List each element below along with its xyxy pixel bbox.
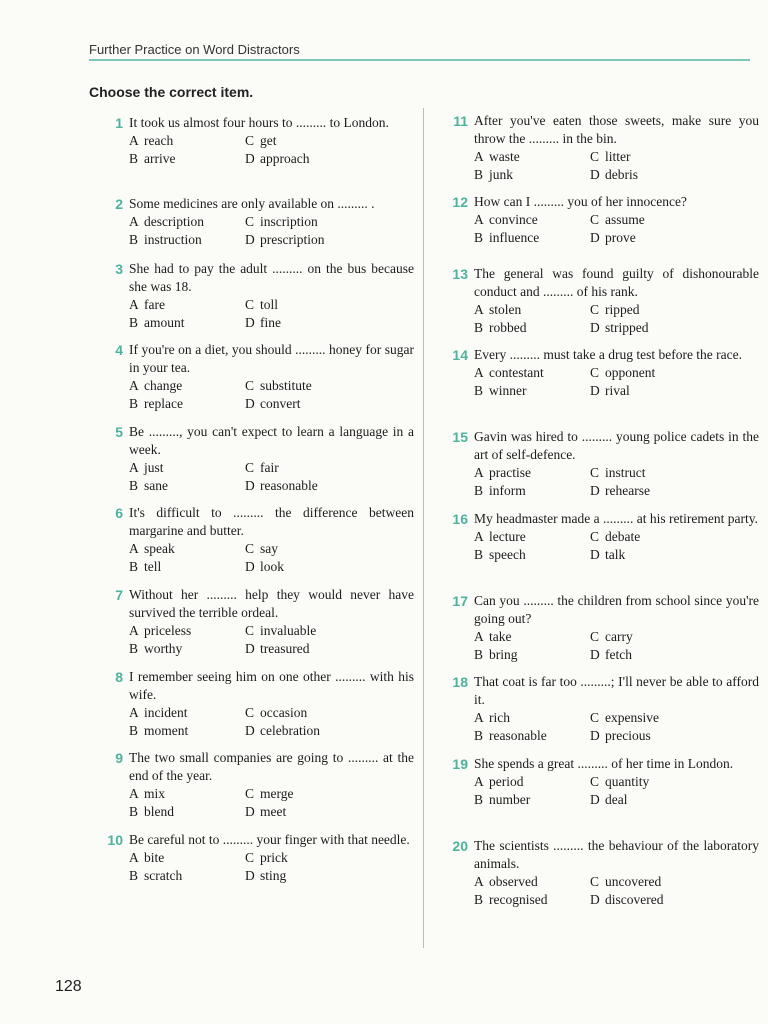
- question-text: That coat is far too .........; I'll never be able to afford it.: [474, 674, 759, 707]
- option-d-text: debris: [605, 167, 638, 182]
- question-number: 20: [452, 838, 468, 854]
- option-b[interactable]: B winner: [474, 383, 527, 398]
- option-c-text: expensive: [605, 710, 659, 725]
- option-b-text: winner: [489, 383, 527, 398]
- option-d[interactable]: D fine: [245, 315, 281, 330]
- question-number: 2: [115, 196, 123, 212]
- question-item: [115, 260, 414, 332]
- option-c[interactable]: C fair: [245, 460, 279, 475]
- answer-options: [129, 296, 414, 332]
- option-a[interactable]: A mix: [129, 786, 166, 801]
- option-b-text: instruction: [144, 232, 202, 247]
- question-text: The scientists ......... the behaviour of the laboratory animals.: [474, 838, 759, 871]
- option-c[interactable]: C expensive: [590, 710, 659, 725]
- question-item: [452, 265, 759, 337]
- answer-options: [474, 709, 759, 745]
- question-text: She had to pay the adult ......... on the bus because she was 18.: [129, 261, 414, 294]
- option-b-text: tell: [144, 559, 162, 574]
- option-c[interactable]: C toll: [245, 297, 279, 312]
- option-c-text: prick: [260, 850, 288, 865]
- option-a-text: rich: [489, 710, 510, 725]
- option-c[interactable]: C debate: [590, 529, 641, 544]
- option-d[interactable]: D treasured: [245, 641, 310, 656]
- option-a-text: lecture: [489, 529, 526, 544]
- question-item: [452, 193, 759, 247]
- question-item: [115, 195, 414, 249]
- question-text: It's difficult to ......... the difference between margarine and butter.: [129, 505, 414, 538]
- option-c[interactable]: C assume: [590, 212, 645, 227]
- option-a[interactable]: A bite: [129, 850, 165, 865]
- question-number: 10: [107, 832, 123, 848]
- option-b[interactable]: B tell: [129, 559, 162, 574]
- option-d-text: talk: [605, 547, 626, 562]
- question-text: My headmaster made a ......... at his retirement party.: [474, 511, 759, 526]
- option-d-text: prescription: [260, 232, 325, 247]
- answer-options: [129, 849, 414, 885]
- option-b-text: scratch: [144, 868, 183, 883]
- question-item: [107, 831, 414, 885]
- option-d-text: rival: [605, 383, 630, 398]
- question-item: [452, 837, 759, 909]
- option-c[interactable]: C quantity: [590, 774, 650, 789]
- option-a[interactable]: A rich: [474, 710, 510, 725]
- option-a-text: speak: [144, 541, 175, 556]
- option-d-text: precious: [605, 728, 651, 743]
- question-text: Gavin was hired to ......... young police cadets in the art of self-defence.: [474, 429, 759, 462]
- option-c-text: say: [260, 541, 278, 556]
- option-b[interactable]: B bring: [474, 647, 518, 662]
- option-a-text: convince: [489, 212, 538, 227]
- option-d[interactable]: D deal: [590, 792, 628, 807]
- option-d[interactable]: D rival: [590, 383, 630, 398]
- question-text: The general was found guilty of dishonourable conduct and ......... of his rank.: [474, 266, 759, 299]
- option-b-text: influence: [489, 230, 540, 245]
- option-c-text: merge: [260, 786, 294, 801]
- option-b-text: recognised: [489, 892, 548, 907]
- option-c[interactable]: C say: [245, 541, 278, 556]
- question-item: [452, 346, 759, 400]
- option-a[interactable]: A period: [474, 774, 524, 789]
- option-b-text: speech: [489, 547, 526, 562]
- answer-options: [474, 773, 759, 809]
- option-c-text: litter: [605, 149, 631, 164]
- option-c[interactable]: C substitute: [245, 378, 312, 393]
- option-b[interactable]: B amount: [129, 315, 185, 330]
- question-number: 4: [115, 342, 123, 358]
- option-a[interactable]: A practise: [474, 465, 531, 480]
- option-d-text: sting: [260, 868, 287, 883]
- question-number: 7: [115, 587, 123, 603]
- option-a-text: waste: [489, 149, 520, 164]
- answer-options: [129, 459, 414, 495]
- option-b[interactable]: B junk: [474, 167, 514, 182]
- option-c[interactable]: C instruct: [590, 465, 646, 480]
- answer-options: [474, 211, 759, 247]
- question-item: [452, 592, 759, 664]
- answer-options: [129, 213, 414, 249]
- question-item: [115, 114, 414, 168]
- option-b[interactable]: B inform: [474, 483, 526, 498]
- option-b-text: reasonable: [489, 728, 547, 743]
- option-b-text: robbed: [489, 320, 527, 335]
- answer-options: [129, 622, 414, 658]
- question-text: Can you ......... the children from school since you're going out?: [474, 593, 759, 626]
- option-a-text: observed: [489, 874, 538, 889]
- option-b[interactable]: B instruction: [129, 232, 202, 247]
- option-d-text: reasonable: [260, 478, 318, 493]
- option-c-text: get: [260, 133, 277, 148]
- question-item: [115, 586, 414, 658]
- option-a[interactable]: A fare: [129, 297, 165, 312]
- option-b[interactable]: B replace: [129, 396, 183, 411]
- question-text: Without her ......... help they would never have survived the terrible ordeal.: [129, 587, 414, 620]
- question-number: 3: [115, 261, 123, 277]
- option-c-text: inscription: [260, 214, 318, 229]
- question-item: [452, 673, 759, 745]
- question-item: [115, 423, 414, 495]
- option-d-text: treasured: [260, 641, 310, 656]
- question-number: 1: [115, 115, 123, 131]
- option-d-text: stripped: [605, 320, 649, 335]
- option-a[interactable]: A stolen: [474, 302, 522, 317]
- option-b[interactable]: B recognised: [474, 892, 548, 907]
- answer-options: [129, 132, 414, 168]
- question-number: 19: [452, 756, 468, 772]
- option-a[interactable]: A reach: [129, 133, 174, 148]
- option-b-text: number: [489, 792, 531, 807]
- question-number: 8: [115, 669, 123, 685]
- option-d[interactable]: D rehearse: [590, 483, 650, 498]
- option-b-text: replace: [144, 396, 183, 411]
- option-a[interactable]: A lecture: [474, 529, 526, 544]
- option-d[interactable]: D fetch: [590, 647, 632, 662]
- option-c-text: instruct: [605, 465, 646, 480]
- option-b[interactable]: B moment: [129, 723, 189, 738]
- question-number: 11: [453, 113, 468, 129]
- option-a-text: description: [144, 214, 204, 229]
- question-item: [452, 755, 759, 809]
- option-c[interactable]: C inscription: [245, 214, 318, 229]
- option-d[interactable]: D debris: [590, 167, 638, 182]
- option-a-text: practise: [489, 465, 531, 480]
- option-b[interactable]: B sane: [129, 478, 168, 493]
- option-d[interactable]: D convert: [245, 396, 301, 411]
- option-d[interactable]: D sting: [245, 868, 287, 883]
- option-b[interactable]: B robbed: [474, 320, 527, 335]
- option-d-text: prove: [605, 230, 636, 245]
- option-b[interactable]: B influence: [474, 230, 540, 245]
- question-text: I remember seeing him on one other ......... with his wife.: [129, 669, 414, 702]
- column-divider: [423, 108, 424, 948]
- question-item: [115, 668, 414, 740]
- answer-options: [129, 540, 414, 576]
- answer-options: [474, 628, 759, 664]
- option-b[interactable]: B arrive: [129, 151, 176, 166]
- option-b-text: bring: [489, 647, 518, 662]
- option-a-text: take: [489, 629, 512, 644]
- option-a[interactable]: A change: [129, 378, 183, 393]
- option-a[interactable]: A description: [129, 214, 204, 229]
- option-b-text: blend: [144, 804, 174, 819]
- option-c-text: opponent: [605, 365, 656, 380]
- option-a-text: bite: [144, 850, 165, 865]
- option-c-text: carry: [605, 629, 633, 644]
- option-d-text: look: [260, 559, 285, 574]
- question-number: 13: [452, 266, 468, 282]
- answer-options: [474, 528, 759, 564]
- option-a[interactable]: A contestant: [474, 365, 544, 380]
- question-number: 18: [452, 674, 468, 690]
- question-text: If you're on a diet, you should ......... honey for sugar in your tea.: [129, 342, 414, 375]
- question-item: [452, 510, 759, 564]
- option-a[interactable]: A priceless: [129, 623, 192, 638]
- answer-options: [129, 377, 414, 413]
- option-d-text: discovered: [605, 892, 664, 907]
- question-number: 16: [452, 511, 468, 527]
- option-d-text: meet: [260, 804, 287, 819]
- option-a-text: mix: [144, 786, 166, 801]
- question-number: 5: [115, 424, 123, 440]
- option-c-text: invaluable: [260, 623, 317, 638]
- option-d[interactable]: D discovered: [590, 892, 664, 907]
- option-a-text: fare: [144, 297, 165, 312]
- answer-options: [474, 301, 759, 337]
- question-number: 14: [452, 347, 468, 363]
- option-c-text: fair: [260, 460, 279, 475]
- option-a[interactable]: A incident: [129, 705, 188, 720]
- option-b-text: worthy: [144, 641, 183, 656]
- option-d[interactable]: D precious: [590, 728, 651, 743]
- option-c[interactable]: C ripped: [590, 302, 640, 317]
- option-a[interactable]: A observed: [474, 874, 538, 889]
- question-item: [115, 341, 414, 413]
- option-a-text: contestant: [489, 365, 544, 380]
- option-b-text: junk: [489, 167, 514, 182]
- option-c-text: debate: [605, 529, 641, 544]
- option-c[interactable]: C occasion: [245, 705, 308, 720]
- question-text: How can I ......... you of her innocence?: [474, 194, 687, 209]
- question-text: Some medicines are only available on ......... .: [129, 196, 375, 211]
- answer-options: [474, 364, 759, 400]
- question-text: Every ......... must take a drug test before the race.: [474, 347, 743, 362]
- option-c-text: assume: [605, 212, 645, 227]
- question-number: 6: [115, 505, 123, 521]
- option-c[interactable]: C prick: [245, 850, 288, 865]
- answer-options: [474, 873, 759, 909]
- option-a-text: incident: [144, 705, 188, 720]
- option-a-text: reach: [144, 133, 174, 148]
- question-item: [115, 504, 414, 576]
- option-b[interactable]: B reasonable: [474, 728, 547, 743]
- option-d[interactable]: D reasonable: [245, 478, 318, 493]
- page-number: 128: [55, 978, 82, 995]
- option-a[interactable]: A convince: [474, 212, 538, 227]
- answer-options: [474, 148, 759, 184]
- question-number: 9: [115, 750, 123, 766]
- option-b[interactable]: B speech: [474, 547, 526, 562]
- option-c[interactable]: C invaluable: [245, 623, 317, 638]
- option-a[interactable]: A just: [129, 460, 164, 475]
- answer-options: [474, 464, 759, 500]
- answer-options: [129, 785, 414, 821]
- option-c[interactable]: C merge: [245, 786, 294, 801]
- option-d[interactable]: D celebration: [245, 723, 320, 738]
- option-a-text: just: [144, 460, 164, 475]
- running-header: Further Practice on Word Distractors: [89, 42, 300, 57]
- option-a-text: priceless: [144, 623, 192, 638]
- option-d-text: rehearse: [605, 483, 650, 498]
- question-text: Be careful not to ......... your finger with that needle.: [129, 832, 410, 847]
- option-c[interactable]: C litter: [590, 149, 631, 164]
- question-number: 17: [452, 593, 468, 609]
- option-c-text: occasion: [260, 705, 308, 720]
- answer-options: [129, 704, 414, 740]
- option-d[interactable]: D prove: [590, 230, 636, 245]
- option-a-text: stolen: [489, 302, 522, 317]
- question-item: [115, 749, 414, 821]
- option-d-text: fetch: [605, 647, 632, 662]
- option-c-text: toll: [260, 297, 279, 312]
- option-b[interactable]: B blend: [129, 804, 174, 819]
- question-text: The two small companies are going to ......... at the end of the year.: [129, 750, 414, 783]
- question-text: Be ........., you can't expect to learn a language in a week.: [129, 424, 414, 457]
- option-d-text: fine: [260, 315, 281, 330]
- option-a-text: change: [144, 378, 183, 393]
- option-d-text: convert: [260, 396, 301, 411]
- option-b-text: moment: [144, 723, 189, 738]
- question-number: 15: [452, 429, 468, 445]
- option-a-text: period: [489, 774, 524, 789]
- instruction-heading: Choose the correct item.: [89, 84, 254, 100]
- option-b-text: inform: [489, 483, 526, 498]
- option-a[interactable]: A speak: [129, 541, 175, 556]
- header-rule: [89, 59, 750, 61]
- option-d[interactable]: D talk: [590, 547, 626, 562]
- option-d[interactable]: D look: [245, 559, 285, 574]
- question-number: 12: [452, 194, 468, 210]
- option-c[interactable]: C carry: [590, 629, 633, 644]
- option-c-text: uncovered: [605, 874, 662, 889]
- option-a[interactable]: A waste: [474, 149, 520, 164]
- option-c-text: quantity: [605, 774, 650, 789]
- option-c-text: ripped: [605, 302, 640, 317]
- option-d-text: approach: [260, 151, 310, 166]
- question-text: After you've eaten those sweets, make sure you throw the ......... in the bin.: [474, 113, 759, 146]
- question-text: It took us almost four hours to ......... to London.: [129, 115, 389, 130]
- question-item: [453, 112, 759, 184]
- option-c[interactable]: C uncovered: [590, 874, 662, 889]
- option-d[interactable]: D approach: [245, 151, 310, 166]
- option-b-text: amount: [144, 315, 185, 330]
- option-b-text: arrive: [144, 151, 176, 166]
- option-b[interactable]: B scratch: [129, 868, 183, 883]
- option-d[interactable]: D prescription: [245, 232, 325, 247]
- option-c-text: substitute: [260, 378, 312, 393]
- option-d-text: celebration: [260, 723, 320, 738]
- option-c[interactable]: C opponent: [590, 365, 656, 380]
- option-b-text: sane: [144, 478, 168, 493]
- option-a[interactable]: A take: [474, 629, 512, 644]
- option-d[interactable]: D meet: [245, 804, 287, 819]
- option-b[interactable]: B number: [474, 792, 531, 807]
- option-b[interactable]: B worthy: [129, 641, 183, 656]
- question-text: She spends a great ......... of her time in London.: [474, 756, 734, 771]
- option-c[interactable]: C get: [245, 133, 277, 148]
- question-item: [452, 428, 759, 500]
- option-d-text: deal: [605, 792, 628, 807]
- option-d[interactable]: D stripped: [590, 320, 649, 335]
